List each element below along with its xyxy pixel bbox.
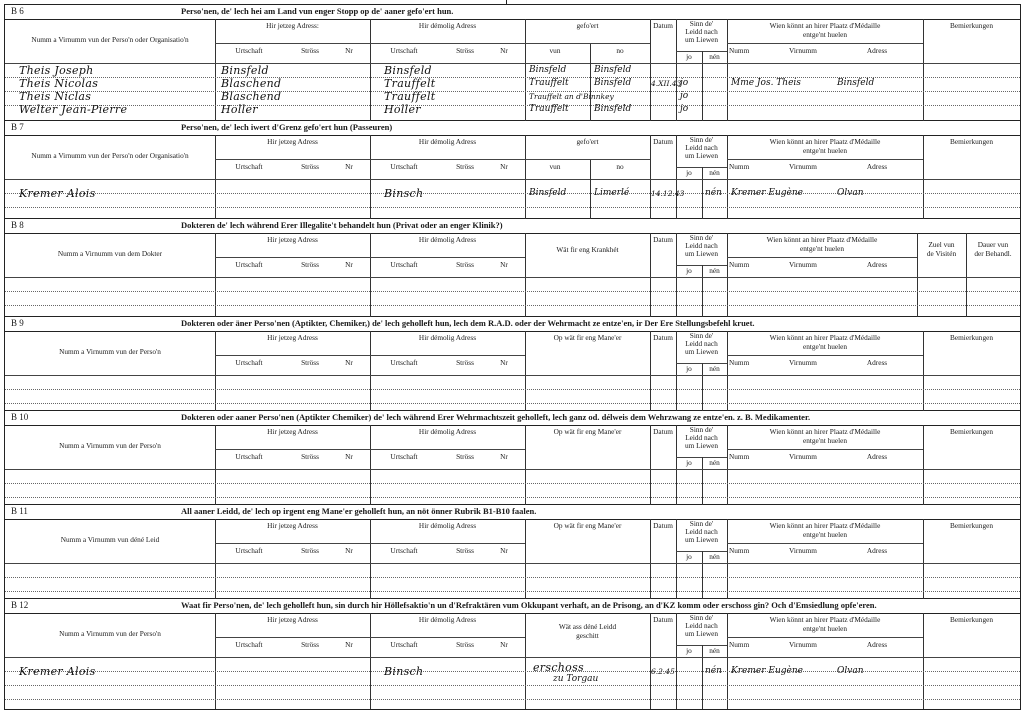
harm-header-2: geschitt (576, 631, 599, 640)
row-divider (727, 543, 923, 544)
handwritten-former-place: Binsch (384, 665, 424, 678)
place-header: Urtschaft (235, 546, 263, 555)
alive-header-3: um Liewen (684, 35, 719, 44)
date-header: Datum (653, 521, 673, 530)
no-header: nén (709, 364, 720, 373)
alive-header-1: Sinn de' (689, 519, 714, 528)
alive-header-3: um Liewen (684, 347, 719, 356)
street-header: Ströss (456, 358, 474, 367)
medal-recipient-header-2: entge'nt huelen (802, 624, 848, 633)
former-address-header: Hir démolig Adress (418, 235, 477, 244)
manner-header: Op wät fir eng Mane'er (553, 521, 622, 530)
firstname-header: Virnumm (789, 46, 817, 55)
row-divider (215, 159, 525, 160)
column-divider (650, 425, 651, 505)
handwritten-harm-2: zu Torgau (553, 674, 599, 684)
visits-header-2: de Visitén (926, 249, 957, 258)
section-b10 (5, 411, 1020, 505)
dotted-row-line (5, 389, 1020, 390)
surname-header: Numm (729, 546, 750, 555)
yes-header: jo (686, 552, 692, 561)
section-titlebar (5, 599, 1020, 614)
handwritten-date: 6.2.45 (651, 667, 675, 676)
handwritten-name: Theis Nicolas (19, 77, 99, 90)
name-column-header: Numm a Virnumm vun der Perso'n oder Organisatio'n (31, 35, 189, 44)
row-divider (5, 375, 1020, 376)
section-title: All aaner Leidd, de' lech op irgent eng Mane'er geholleft hun, an nöt önner Rubrik B1-B10 faalen. (181, 506, 537, 516)
number-header: Nr (500, 46, 508, 55)
transported-header: gefo'ert (576, 21, 599, 30)
visits-header: Zuel vun (928, 240, 955, 249)
dotted-row-line (5, 193, 1020, 194)
section-title: Dokteren oder aaner Perso'nen (Aptikter Chemiker) de' lech während Erer Wehrmachtszeit geholleft, lech ganz od. délweis dem Wehrzwang ze entze'en. z. B. Medikamenter. (181, 412, 811, 422)
number-header: Nr (345, 640, 353, 649)
current-address-header: Hir jetzeg Adress (267, 615, 318, 624)
row-divider (5, 179, 1020, 180)
date-header: Datum (653, 427, 673, 436)
medal-recipient-header: Wien könnt an hirer Plaatz d'Médaille (769, 137, 881, 146)
place-header: Urtschaft (390, 46, 418, 55)
number-header: Nr (345, 162, 353, 171)
handwritten-former-place: Holler (384, 103, 421, 116)
row-divider (727, 43, 923, 44)
handwritten-alive: jo (680, 91, 689, 101)
place-header: Urtschaft (235, 640, 263, 649)
section-titlebar (5, 505, 1020, 520)
column-divider (590, 159, 591, 219)
alive-header-3: um Liewen (684, 249, 719, 258)
section-id: B 9 (11, 318, 24, 328)
row-divider (215, 43, 525, 44)
number-header: Nr (500, 358, 508, 367)
dotted-row-line (5, 207, 1020, 208)
harm-header: Wät ass déné Leidd (558, 622, 617, 631)
handwritten-current-place: Blaschend (221, 77, 282, 90)
duration-header: Dauer vun (977, 240, 1009, 249)
section-titlebar (5, 121, 1020, 136)
firstname-header: Virnumm (789, 358, 817, 367)
medal-recipient-header: Wien könnt an hirer Plaatz d'Médaille (769, 21, 881, 30)
handwritten-from: Trauffelt an d'Binnkey (529, 92, 614, 101)
column-divider (650, 331, 651, 411)
column-divider (215, 425, 216, 505)
handwritten-alive: jo (680, 78, 689, 88)
surname-header: Numm (729, 46, 750, 55)
section-b7 (5, 121, 1020, 219)
handwritten-former-place: Trauffelt (384, 77, 436, 90)
dotted-row-line (5, 497, 1020, 498)
place-header: Urtschaft (390, 260, 418, 269)
medal-recipient-header: Wien könnt an hirer Plaatz d'Médaille (769, 427, 881, 436)
no-header: nén (709, 52, 720, 61)
number-header: Nr (345, 452, 353, 461)
section-titlebar (5, 5, 1020, 20)
dotted-row-line (5, 105, 1020, 106)
row-divider (5, 277, 1020, 278)
number-header: Nr (500, 640, 508, 649)
section-title: Waat fir Perso'nen, de' lech geholleft hun, sin durch hir Höllefsaktio'n un d'Refraktären vum Okkupant verhaft, an de Prisong, an d'KZ komm oder erschoss gin? Och d'Emsiedlung opfe'eren. (181, 600, 877, 610)
alive-header-1: Sinn de' (689, 135, 714, 144)
place-header: Urtschaft (390, 452, 418, 461)
row-divider (727, 355, 923, 356)
row-divider (727, 449, 923, 450)
place-header: Urtschaft (390, 546, 418, 555)
firstname-header: Virnumm (789, 640, 817, 649)
alive-header-3: um Liewen (684, 151, 719, 160)
section-titlebar (5, 317, 1020, 332)
section-id: B 11 (11, 506, 28, 516)
dotted-row-line (5, 291, 1020, 292)
column-divider (923, 331, 924, 411)
handwritten-former-place: Trauffelt (384, 90, 436, 103)
alive-header-1: Sinn de' (689, 19, 714, 28)
handwritten-witness-place: Olvan (837, 188, 864, 198)
dotted-row-line (5, 91, 1020, 92)
yes-header: jo (686, 364, 692, 373)
row-divider (525, 159, 650, 160)
handwritten-name: Theis Joseph (19, 64, 94, 77)
surname-header: Numm (729, 358, 750, 367)
medal-recipient-header-2: entge'nt huelen (802, 30, 848, 39)
yes-header: jo (686, 646, 692, 655)
dotted-row-line (5, 483, 1020, 484)
number-header: Nr (345, 260, 353, 269)
place-header: Urtschaft (390, 162, 418, 171)
remarks-header: Bemierkungen (950, 427, 993, 436)
name-column-header: Numm a Virnumm vun der Perso'n oder Organisatio'n (31, 151, 189, 160)
section-titlebar (5, 219, 1020, 234)
street-header: Ströss (456, 260, 474, 269)
firstname-header: Virnumm (789, 260, 817, 269)
number-header: Nr (345, 46, 353, 55)
alive-header-1: Sinn de' (689, 331, 714, 340)
section-id: B 10 (11, 412, 29, 422)
yes-header: jo (686, 458, 692, 467)
handwritten-witness-name: Kremer Eugène (731, 666, 803, 676)
former-address-header: Hir démolig Adress (418, 615, 477, 624)
alive-header-1: Sinn de' (689, 613, 714, 622)
alive-header-2: Leidd nach (685, 527, 718, 536)
no-header: nén (709, 646, 720, 655)
alive-header-2: Leidd nach (685, 621, 718, 630)
section-id: B 12 (11, 600, 29, 610)
handwritten-from: Binsfeld (529, 188, 567, 198)
sickness-header: Wät fir eng Krankhét (556, 245, 619, 254)
section-title: Perso'nen, de' lech hei am Land vun enger Stopp op de' aaner gefo'ert hun. (181, 6, 454, 16)
current-address-header: Hir jetzeg Adress (267, 235, 318, 244)
place-header: Urtschaft (390, 640, 418, 649)
dotted-row-line (5, 577, 1020, 578)
number-header: Nr (500, 452, 508, 461)
section-b12 (5, 599, 1020, 709)
section-b11 (5, 505, 1020, 599)
from-header: vun (549, 162, 561, 171)
row-divider (5, 63, 1020, 64)
address-header: Adress (866, 260, 888, 269)
date-header: Datum (653, 615, 673, 624)
former-address-header: Hir démolig Adress (418, 21, 477, 30)
dotted-row-line (5, 591, 1020, 592)
surname-header: Numm (729, 452, 750, 461)
section-id: B 6 (11, 6, 24, 16)
name-column-header: Numm a Virnumm vun dem Dokter (57, 249, 163, 258)
no-header: nén (709, 458, 720, 467)
dotted-row-line (5, 671, 1020, 672)
manner-header: Op wät fir eng Mane'er (553, 333, 622, 342)
alive-header-3: um Liewen (684, 535, 719, 544)
row-divider (5, 563, 1020, 564)
section-b6 (5, 5, 1020, 121)
current-address-header: Hir jetzeg Adress (267, 137, 318, 146)
address-header: Adress (866, 46, 888, 55)
section-title: Perso'nen, de' lech iwert d'Grenz gefo'ert hun (Passeuren) (181, 122, 393, 132)
row-divider (215, 543, 525, 544)
handwritten-to: Binsfeld (594, 65, 632, 75)
former-address-header: Hir démolig Adress (418, 521, 477, 530)
row-divider (215, 257, 525, 258)
number-header: Nr (345, 546, 353, 555)
manner-header: Op wät fir eng Mane'er (553, 427, 622, 436)
column-divider (650, 519, 651, 599)
medal-recipient-header-2: entge'nt huelen (799, 244, 845, 253)
handwritten-date: 14.12.43 (651, 189, 685, 198)
section-id: B 8 (11, 220, 24, 230)
handwritten-alive: nén (705, 188, 722, 198)
row-divider (5, 657, 1020, 658)
handwritten-harm: erschoss (533, 661, 584, 674)
yes-header: jo (686, 168, 692, 177)
column-divider (370, 331, 371, 411)
handwritten-from: Binsfeld (529, 65, 567, 75)
street-header: Ströss (456, 640, 474, 649)
section-titlebar (5, 411, 1020, 426)
column-divider (525, 519, 526, 599)
row-divider (5, 469, 1020, 470)
firstname-header: Virnumm (789, 546, 817, 555)
medal-recipient-header: Wien könnt an hirer Plaatz d'Médaille (769, 521, 881, 530)
address-header: Adress (866, 162, 888, 171)
yes-header: jo (686, 266, 692, 275)
medal-recipient-header: Wien könnt an hirer Plaatz d'Médaille (769, 615, 881, 624)
name-column-header: Numm a Virnumm vun der Perso'n (59, 347, 161, 356)
column-divider (702, 51, 703, 121)
place-header: Urtschaft (235, 46, 263, 55)
no-header: nén (709, 266, 720, 275)
number-header: Nr (345, 358, 353, 367)
column-divider (370, 519, 371, 599)
address-header: Adress (866, 358, 888, 367)
handwritten-name: Kremer Alois (19, 187, 96, 200)
street-header: Ströss (456, 162, 474, 171)
medal-recipient-header: Wien könnt an hirer Plaatz d'Médaille (769, 333, 881, 342)
place-header: Urtschaft (235, 358, 263, 367)
handwritten-witness-place: Olvan (837, 666, 864, 676)
handwritten-current-place: Binsfeld (221, 64, 269, 77)
surname-header: Numm (729, 260, 750, 269)
date-header: Datum (653, 333, 673, 342)
remarks-header: Bemierkungen (950, 521, 993, 530)
dotted-row-line (5, 685, 1020, 686)
row-divider (727, 637, 923, 638)
firstname-header: Virnumm (789, 452, 817, 461)
name-column-header: Numm a Virnumm vun déné Leid (60, 535, 160, 544)
row-divider (215, 637, 525, 638)
remarks-header: Bemierkungen (950, 615, 993, 624)
alive-header-3: um Liewen (684, 629, 719, 638)
number-header: Nr (500, 162, 508, 171)
name-column-header: Numm a Virnumm vun der Perso'n (59, 629, 161, 638)
street-header: Ströss (301, 260, 319, 269)
handwritten-to: Limerlé (594, 188, 630, 198)
row-divider (727, 159, 923, 160)
row-divider (727, 257, 917, 258)
alive-header-2: Leidd nach (685, 27, 718, 36)
section-b9 (5, 317, 1020, 411)
alive-header-1: Sinn de' (689, 233, 714, 242)
alive-header-2: Leidd nach (685, 339, 718, 348)
column-divider (525, 425, 526, 505)
row-divider (215, 449, 525, 450)
questionnaire-form (4, 4, 1021, 710)
former-address-header: Hir démolig Adress (418, 427, 477, 436)
remarks-header: Bemierkungen (950, 137, 993, 146)
street-header: Ströss (456, 452, 474, 461)
handwritten-witness-name: Kremer Eugène (731, 188, 803, 198)
column-divider (650, 613, 651, 709)
number-header: Nr (500, 546, 508, 555)
column-divider (215, 519, 216, 599)
handwritten-current-place: Holler (221, 103, 258, 116)
handwritten-former-place: Binsch (384, 187, 424, 200)
handwritten-name: Welter Jean-Pierre (19, 103, 128, 116)
medal-recipient-header-2: entge'nt huelen (802, 530, 848, 539)
street-header: Ströss (301, 358, 319, 367)
street-header: Ströss (456, 546, 474, 555)
alive-header-2: Leidd nach (685, 143, 718, 152)
column-divider (215, 331, 216, 411)
street-header: Ströss (301, 546, 319, 555)
yes-header: jo (686, 52, 692, 61)
remarks-header: Bemierkungen (950, 21, 993, 30)
dotted-row-line (5, 305, 1020, 306)
column-divider (525, 331, 526, 411)
place-header: Urtschaft (235, 260, 263, 269)
section-id: B 7 (11, 122, 24, 132)
handwritten-to: Binsfeld (594, 78, 632, 88)
handwritten-alive: jo (680, 104, 689, 114)
section-title: Dokteren de' lech während Erer Illegalite't behandelt hun (Privat oder an enger Klinik?) (181, 220, 503, 230)
former-address-header: Hir démolig Adress (418, 137, 477, 146)
column-divider (370, 425, 371, 505)
street-header: Ströss (301, 162, 319, 171)
handwritten-name: Theis Niclas (19, 90, 92, 103)
alive-header-2: Leidd nach (685, 241, 718, 250)
handwritten-witness-place: Binsfeld (837, 78, 875, 88)
medal-recipient-header-2: entge'nt huelen (802, 436, 848, 445)
no-header: nén (709, 168, 720, 177)
column-divider (370, 613, 371, 709)
alive-header-3: um Liewen (684, 441, 719, 450)
street-header: Ströss (301, 452, 319, 461)
street-header: Ströss (456, 46, 474, 55)
handwritten-to: Binsfeld (594, 104, 632, 114)
current-address-header: Hir jetzeg Adress: (266, 21, 319, 30)
number-header: Nr (500, 260, 508, 269)
date-header: Datum (653, 235, 673, 244)
current-address-header: Hir jetzeg Adress (267, 427, 318, 436)
surname-header: Numm (729, 640, 750, 649)
column-divider (215, 613, 216, 709)
section-title: Dokteren oder äner Perso'nen (Aptikter, Chemiker,) de' lech geholleft hun, lech dem R.A.D. oder der Wehrmacht ze entze'en, ir Der Ere Stellungsbefehl kruet. (181, 318, 755, 328)
address-header: Adress (866, 640, 888, 649)
date-header: Datum (653, 21, 673, 30)
former-address-header: Hir démolig Adress (418, 333, 477, 342)
medal-recipient-header-2: entge'nt huelen (802, 342, 848, 351)
section-b8 (5, 219, 1020, 317)
row-divider (525, 43, 650, 44)
alive-header-1: Sinn de' (689, 425, 714, 434)
column-divider (590, 43, 591, 121)
place-header: Urtschaft (235, 162, 263, 171)
alive-header-2: Leidd nach (685, 433, 718, 442)
address-header: Adress (866, 546, 888, 555)
medal-recipient-header-2: entge'nt huelen (802, 146, 848, 155)
from-header: vun (549, 46, 561, 55)
handwritten-alive: nén (705, 666, 722, 676)
current-address-header: Hir jetzeg Adress (267, 521, 318, 530)
duration-header-2: der Behandl. (974, 249, 1012, 258)
handwritten-former-place: Binsfeld (384, 64, 432, 77)
to-header: no (616, 46, 624, 55)
address-header: Adress (866, 452, 888, 461)
handwritten-date: 4.XII.43 (651, 79, 682, 88)
row-divider (215, 355, 525, 356)
medal-recipient-header: Wien könnt an hirer Plaatz d'Médaille (766, 235, 878, 244)
date-header: Datum (653, 137, 673, 146)
transported-header: gefo'ert (576, 137, 599, 146)
current-address-header: Hir jetzeg Adress (267, 333, 318, 342)
dotted-row-line (5, 403, 1020, 404)
handwritten-from: Trauffelt (529, 104, 569, 114)
place-header: Urtschaft (390, 358, 418, 367)
no-header: nén (709, 552, 720, 561)
column-divider (923, 613, 924, 709)
street-header: Ströss (301, 46, 319, 55)
remarks-header: Bemierkungen (950, 333, 993, 342)
name-column-header: Numm a Virnumm vun der Perso'n (59, 441, 161, 450)
place-header: Urtschaft (235, 452, 263, 461)
surname-header: Numm (729, 162, 750, 171)
column-divider (923, 519, 924, 599)
column-divider (923, 425, 924, 505)
handwritten-from: Trauffelt (529, 78, 569, 88)
handwritten-witness-name: Mme Jos. Theis (731, 78, 801, 88)
handwritten-current-place: Blaschend (221, 90, 282, 103)
to-header: no (616, 162, 624, 171)
handwritten-name: Kremer Alois (19, 665, 96, 678)
street-header: Ströss (301, 640, 319, 649)
dotted-row-line (5, 699, 1020, 700)
firstname-header: Virnumm (789, 162, 817, 171)
